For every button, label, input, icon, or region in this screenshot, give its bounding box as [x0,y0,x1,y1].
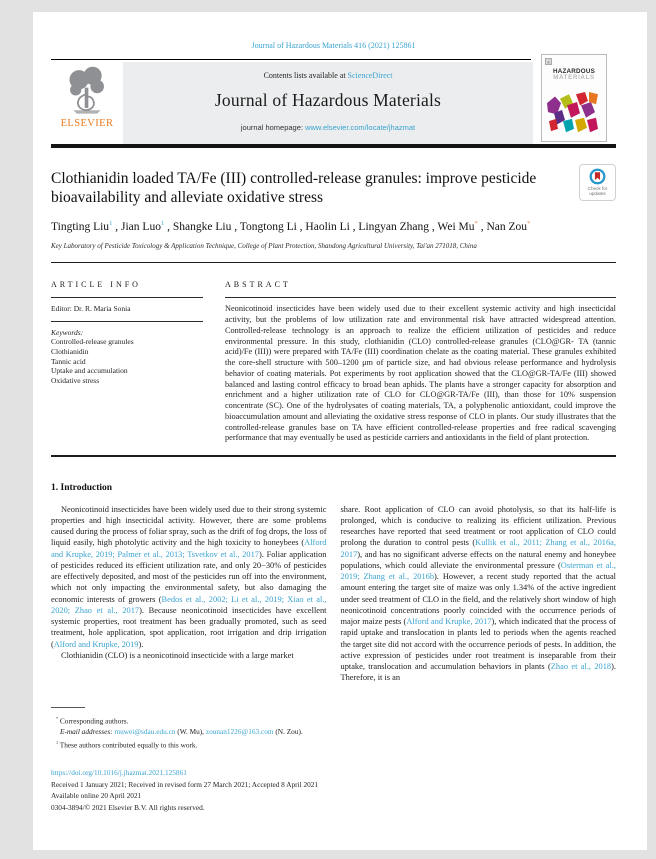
text-segment: * [56,715,59,721]
contents-line [123,71,533,80]
text-segment: ), which indicated that the process of rapid uptake and translocation in plants led to periods when the agents reached the target site did not accord with the occurrence periods of pests. In addition, the active expression of pesticides under root treatment is inseparable from their uptake, translocation and accumulation behaviors in plants ( [340,617,616,672]
abstract-text: Neonicotinoid insecticides have been widely used due to their excellent systemic activity and high insecticidal activity, but the problems of low utilization rate and environmental risk have attracted widespread attention. Controlled-release technology is an approach to realize the efficient utilization of pesticides and reduce environmental pressure. In this study, clothianidin (CLO) controlled-release granules (CLO@GR- TA (tannic acid)/Fe (III)) were prepared with TA/Fe (III) coordination chelate as the coating material. These granules exhibited the core-shell structure with 500–1200 μm of particle size, and had obvious release performance and hydrolysis behavior of coating materials. Pot experiments by root application showed that the CLO@GR-TA/Fe (III) showed balanced and lasting control efficacy to broad bean aphids. The plants have a stronger capacity for absorption and enrichment and a higher utilization rate of CLO for CLO@GR-TA/Fe (III), than those for 10% suspension concentrate (SC). One of the hydrolysates of coating materials, TA, a polyphenolic antioxidant, could improve the bioaccumulation amount and alleviating the oxidative stress response of CLO in plants. Our study illustrates that the controlled-release granules base on TA have efficient controlled-release properties and free radical scavenging performance that may eventually be used as pesticide carriers and antioxidants in the field of plant protection. [225,304,616,443]
inline-link[interactable]: Alford and Krupke, 2019 [53,639,139,649]
paper-title: Clothianidin loaded TA/Fe (III) controlled-release granules: improve pesticide bioavailability and alleviate oxidative stress [51,170,537,206]
text-segment: Corresponding authors. [58,716,129,725]
text-segment: * [474,220,478,227]
elsevier-logo[interactable] [51,62,123,144]
check-for-updates-badge[interactable] [579,164,616,201]
cover-map-art [545,83,603,139]
keyword-item: Uptake and accumulation [51,366,128,376]
cover-title [545,68,603,81]
abstract-rule [225,297,616,298]
elsevier-wordmark: ELSEVIER [60,118,114,129]
text-segment: (W. Mu), [175,727,206,736]
inline-link[interactable]: Kullik et al., 2011; Zhang et al., 2016a, 2017 [340,538,616,559]
journal-citation-header[interactable]: Journal of Hazardous Materials 416 (2021) 125861 [251,41,416,50]
footnotes [51,707,616,751]
text-segment: 1 [56,740,59,745]
homepage-prefix: journal homepage: [240,123,306,132]
intro-paragraph [51,504,327,650]
article-info-column [51,280,203,444]
equal-contrib-note [51,737,616,750]
keyword-item: Controlled-release granules [51,337,134,347]
inline-link[interactable]: Alford and Krupke, 2017 [406,617,492,627]
journal-cover-thumbnail[interactable] [541,54,607,142]
text-segment: ). However, a recent study reported that the actual amount entering the target site of maize was only 1.34% of the active ingredient under seed treatment of CLO in the field, and the relatively short window of high neonicotinoid concentrations poorly coincided with the occurrence periods of major maize pests ( [340,572,617,627]
inline-link[interactable]: Zhao et al., 2018 [550,662,612,672]
publication-meta [51,767,616,813]
inline-link[interactable]: 1 [160,220,165,227]
intro-paragraph [51,650,327,661]
intro-column-right [341,504,617,684]
text-segment: * [527,220,531,227]
abstract-column [225,280,616,444]
text-segment: E-mail addresses: [60,727,115,736]
inline-link[interactable]: Osterman et al., 2019; Zhang et al., 2016b [340,560,616,582]
journal-banner [123,62,533,144]
text-segment: ). Therefore, it is an [340,662,617,683]
text-segment: Neonicotinoid insecticides have been widely used due to their strong systemic properties and high insecticidal activity. However, there are some problems caused during the process of foliar spray, such as the drift of fog drops, the loss of liquid easily, high photolytic activity and the high toxicity to honeybees ( [51,504,327,548]
info-rule [51,297,203,298]
text-segment: , Jian Luo [112,220,161,233]
text-segment: , Shangke Liu , Tongtong Li , Haolin Li , Lingyan Zhang , Wei Mu [164,220,475,233]
abstract-bottom-rule [51,455,616,457]
text-segment: share. Root application of CLO can avoid photolysis, so that its half-life is prolonged, which is conducive to realizing its efficient utilization. Previous researches have reported that seed treatment or root application of CLO could prolong the duration to control pests ( [340,504,616,548]
abstract-heading: ABSTRACT [225,280,291,290]
journal-title: Journal of Hazardous Materials [214,90,442,110]
masthead-rule [51,144,616,148]
keyword-item: Oxidative stress [51,375,100,385]
article-info-heading: ARTICLE INFO [51,280,141,290]
text-segment: ). Foliar application of pesticides reduced its efficient utilization rate, and only 20−30% of pesticides are effectively deposited, and most of the pesticides run off into the environment, which not only impacting the environmental safety, but also damaging the economic interests of growers ( [51,549,327,604]
email-note [51,726,616,737]
received-line: Received 1 January 2021; Received in revised form 27 March 2021; Accepted 8 April 2021 [51,779,319,789]
info-rule-2 [51,321,203,322]
inline-link[interactable]: zounan1226@163.com [205,727,274,736]
inline-link[interactable]: Bedos et al., 2002; Li et al., 2019; Xiao et al., 2020; Zhao et al., 2017 [51,594,327,615]
keyword-item: Clothianidin [51,346,89,356]
check-badge-label: Check for updates [587,186,608,197]
inline-link[interactable]: muwei@sdau.edu.cn [114,727,176,736]
affiliation: Key Laboratory of Pesticide Toxicology & Application Technique, College of Plant Protection, Shandong Agricultural University, Tai'an 271018, China [51,241,477,250]
elsevier-tree-icon [64,65,110,117]
text-segment: (N. Zou). [273,727,303,736]
doi-link[interactable]: https://doi.org/10.1016/j.jhazmat.2021.125861 [51,768,187,778]
corresponding-note [51,713,616,726]
text-segment: Clothianidin (CLO) is a neonicotinoid insecticide with a large market [61,650,294,660]
text-segment: , Nan Zou [477,220,528,233]
inline-link[interactable]: 1 [109,220,113,227]
available-line: Available online 20 April 2021 [51,791,142,801]
copyright-line: 0304-3894/© 2021 Elsevier B.V. All rights reserved. [51,802,205,812]
top-rule [51,59,531,60]
text-segment: Tingting Liu [51,220,110,233]
intro-heading: 1. Introduction [51,482,113,493]
contents-prefix: Contents lists available at [263,71,348,80]
inline-link[interactable]: Alford and Krupke, 2019; Palmer et al., 2013; Tsvetkov et al., 2017 [51,538,327,559]
editor-line: Editor: Dr. R. Maria Sonia [51,304,131,314]
text-segment: ). [138,639,144,649]
section-rule [51,262,616,264]
text-segment: ). Because neonicotinoid insecticides have excellent systemic properties, root treatment has been gradually promoted, such as seed treatment, hole application, spot application, root irrigation and drip irrigation ( [51,605,327,649]
author-list [51,220,571,233]
keyword-item: Tannic acid [51,356,86,366]
footnote-divider [51,707,85,708]
journal-page [33,12,647,850]
text-segment: These authors contributed equally to this work. [58,740,198,750]
cover-title-line1: HAZARDOUS [552,68,596,75]
cover-title-line2: MATERIALS [553,74,595,81]
sciencedirect-link[interactable]: ScienceDirect [347,71,393,80]
cover-logo-mark: ✳ [546,60,551,65]
keywords-label: Keywords: [51,328,84,338]
intro-paragraph [341,504,617,684]
intro-column-left [51,504,327,684]
text-segment: ), and has no significant adverse effects on the natural enemy and honeybee populations, which could alleviate the environmental pressure ( [340,549,616,570]
homepage-link[interactable]: www.elsevier.com/locate/jhazmat [305,123,416,132]
journal-masthead [51,59,616,148]
bookmark-icon [589,168,606,185]
homepage-line [123,123,533,132]
